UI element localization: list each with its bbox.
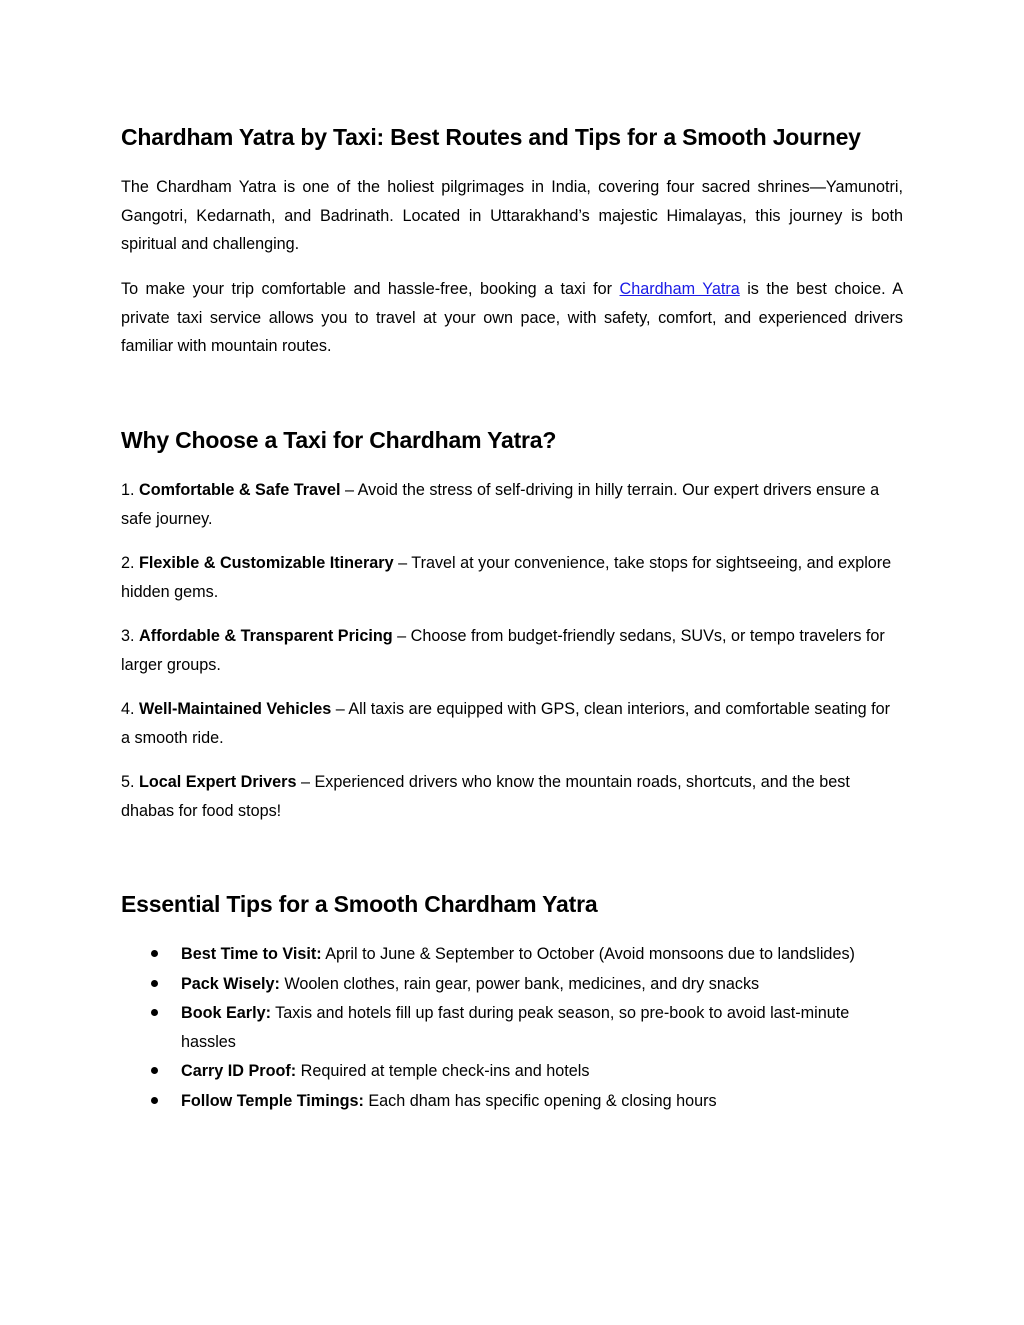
- why-item-text: – Experienced drivers who know the mountain roads, shortcuts, and the best dhabas for food stops!: [121, 773, 850, 820]
- why-item-4: [121, 695, 903, 752]
- tip-title: Carry ID Proof:: [181, 1062, 297, 1080]
- tip-text: Woolen clothes, rain gear, power bank, medicines, and dry snacks: [279, 974, 760, 993]
- tip-title: Follow Temple Timings:: [181, 1091, 364, 1110]
- why-item-number: 3.: [121, 627, 139, 645]
- bullet-icon: [151, 980, 158, 987]
- why-item-title: Well-Maintained Vehicles: [139, 700, 332, 718]
- why-item-1: [121, 476, 903, 533]
- intro-paragraph-2: [121, 275, 903, 361]
- tips-list: [121, 940, 903, 1116]
- why-item-title: Comfortable & Safe Travel: [139, 481, 341, 499]
- tip-item: [121, 1057, 881, 1086]
- intro-paragraph-2-text-before: To make your trip comfortable and hassle-free, booking a taxi for: [121, 280, 620, 298]
- why-item-text: – Travel at your convenience, take stops for sightseeing, and explore hidden gems.: [121, 554, 892, 601]
- why-item-title: Local Expert Drivers: [139, 773, 297, 791]
- why-item-number: 1.: [121, 481, 139, 499]
- why-item-number: 5.: [121, 773, 139, 791]
- intro-paragraph-2-text-after: is the best choice. A private taxi service allows you to travel at your own pace, with safety, comfort, and experienced drivers familiar with mountain routes.: [121, 280, 903, 355]
- why-item-text: – Avoid the stress of self-driving in hilly terrain. Our expert drivers ensure a safe journey.: [121, 481, 880, 528]
- why-item-3: [121, 622, 903, 679]
- tip-text: Each dham has specific opening & closing hours: [363, 1091, 717, 1110]
- essential-tips-heading: Essential Tips for a Smooth Chardham Yatra: [121, 891, 598, 917]
- tip-item: [121, 999, 881, 1056]
- why-item-2: [121, 549, 903, 606]
- tip-text: April to June & September to October (Avoid monsoons due to landslides): [321, 945, 855, 963]
- tip-title: Book Early:: [181, 1004, 271, 1022]
- page-title: Chardham Yatra by Taxi: Best Routes and Tips for a Smooth Journey: [121, 124, 861, 150]
- why-item-text: – Choose from budget-friendly sedans, SUVs, or tempo travelers for larger groups.: [121, 627, 885, 674]
- bullet-icon: [151, 950, 158, 957]
- bullet-icon: [151, 1009, 158, 1016]
- bullet-icon: [151, 1067, 158, 1074]
- why-item-text: – All taxis are equipped with GPS, clean interiors, and comfortable seating for a smooth ride.: [121, 700, 890, 747]
- tip-title: Best Time to Visit:: [181, 945, 322, 963]
- chardham-yatra-link[interactable]: Chardham Yatra: [619, 280, 740, 298]
- why-choose-heading: Why Choose a Taxi for Chardham Yatra?: [121, 427, 557, 453]
- tip-title: Pack Wisely:: [181, 974, 280, 993]
- tip-text: Required at temple check-ins and hotels: [296, 1062, 590, 1080]
- why-item-number: 2.: [121, 554, 139, 572]
- why-item-title: Affordable & Transparent Pricing: [139, 627, 393, 645]
- why-item-title: Flexible & Customizable Itinerary: [139, 554, 394, 572]
- intro-paragraph-1: The Chardham Yatra is one of the holiest pilgrimages in India, covering four sacred shrines—Yamunotri, Gangotri, Kedarnath, and Badrinath. Located in Uttarakhand’s majestic Himalayas, this journey is both spiritual and challenging.: [121, 178, 903, 253]
- tip-text: Taxis and hotels fill up fast during peak season, so pre-book to avoid last-minute hassles: [181, 1004, 850, 1051]
- tip-item: [121, 1087, 881, 1116]
- bullet-icon: [151, 1097, 158, 1104]
- tip-item: [121, 940, 881, 969]
- tip-item: [121, 970, 881, 999]
- why-item-5: [121, 768, 903, 825]
- why-item-number: 4.: [121, 700, 139, 718]
